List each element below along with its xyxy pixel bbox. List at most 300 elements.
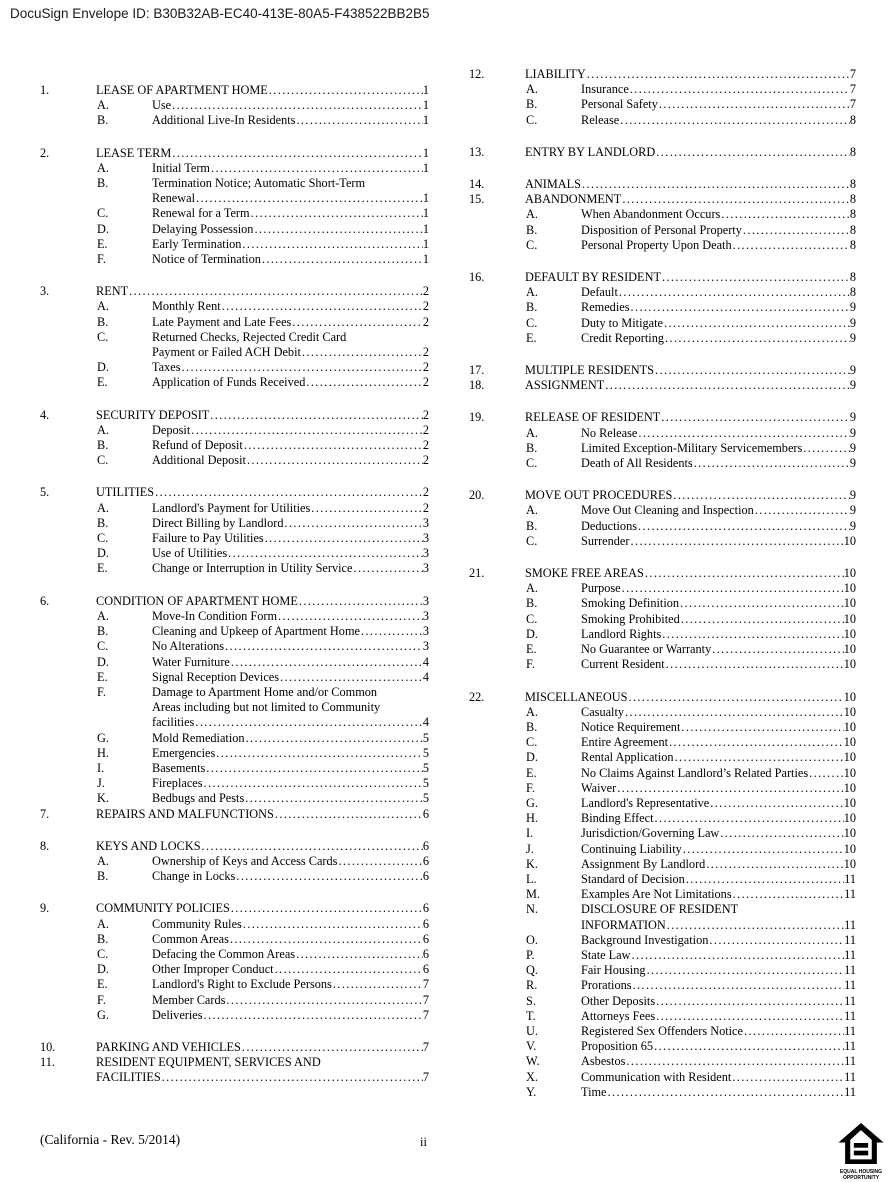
sub-title: Binding Effect <box>581 811 654 826</box>
toc-entry-row <box>40 901 429 916</box>
dot-leader <box>242 1040 423 1055</box>
page-number: 9 <box>849 363 856 378</box>
page-number: 6 <box>422 901 429 916</box>
section-title: MISCELLANEOUS <box>525 689 628 704</box>
sub-title: Deductions <box>581 518 638 533</box>
sub-title: Taxes <box>152 360 181 375</box>
toc-subentry <box>469 207 856 222</box>
sub-letter: W. <box>526 1054 540 1069</box>
toc-subentry-row <box>40 791 429 806</box>
toc-subentry <box>40 299 429 314</box>
sub-letter: U. <box>526 1023 538 1038</box>
toc-entry <box>469 270 856 285</box>
page-number: 10 <box>843 596 856 611</box>
sub-letter: C. <box>526 456 538 471</box>
page-number: 11 <box>844 917 856 932</box>
page-number: 6 <box>422 931 429 946</box>
section-title: FACILITIES <box>96 1070 161 1085</box>
dot-leader <box>744 1024 844 1039</box>
toc-subentry-row <box>469 1070 856 1085</box>
section-number: 17. <box>469 363 485 378</box>
toc-entry <box>40 1055 429 1085</box>
toc-subentry-row <box>40 222 429 237</box>
dot-leader <box>755 503 850 518</box>
sub-title: Surrender <box>581 533 630 548</box>
dot-leader <box>195 715 423 730</box>
toc-subentry-row <box>469 612 856 627</box>
toc-subentry <box>469 705 856 720</box>
toc-subentry <box>469 750 856 765</box>
dot-leader <box>631 300 850 315</box>
toc-subentry <box>469 82 856 97</box>
dot-leader <box>681 612 844 627</box>
toc-section <box>469 145 856 160</box>
sub-letter: L. <box>526 871 537 886</box>
dot-leader <box>617 781 844 796</box>
toc-entry <box>40 408 429 423</box>
toc-subentry-row <box>40 299 429 314</box>
toc-entry-row <box>469 410 856 425</box>
toc-subentry <box>40 360 429 375</box>
section-number: 21. <box>469 566 485 581</box>
section-number: 2. <box>40 145 50 160</box>
dot-leader <box>661 410 850 425</box>
sub-title: Current Resident <box>581 657 665 672</box>
toc-subentry-row <box>40 453 429 468</box>
sub-title: Duty to Mitigate <box>581 315 663 330</box>
section-title: ENTRY BY LANDLORD <box>525 144 656 159</box>
toc-entry-row <box>469 488 856 503</box>
sub-letter: B. <box>526 518 538 533</box>
page-number: 8 <box>849 177 856 192</box>
section-number: 20. <box>469 488 485 503</box>
dot-leader <box>196 191 423 206</box>
sub-letter: Q. <box>526 963 538 978</box>
toc-subentry <box>469 519 856 534</box>
page-number: 8 <box>849 144 856 159</box>
toc-subentry-row <box>40 993 429 1008</box>
toc-subentry <box>469 842 856 857</box>
dot-leader <box>683 842 844 857</box>
dot-leader <box>631 534 844 549</box>
sub-title: Mold Remediation <box>152 730 245 745</box>
toc-subentry-row <box>40 345 429 360</box>
toc-section <box>40 1040 429 1055</box>
toc-subentry <box>469 97 856 112</box>
toc-entry <box>469 145 856 160</box>
toc-subentry <box>469 857 856 872</box>
sub-title: Move Out Cleaning and Inspection <box>581 503 754 518</box>
sub-title: Time <box>581 1084 607 1099</box>
dot-leader <box>655 811 844 826</box>
toc-subentry <box>469 963 856 978</box>
page-number: 7 <box>422 1039 429 1054</box>
sub-letter: B. <box>97 515 109 530</box>
toc-subentry <box>469 766 856 781</box>
toc-subentry <box>40 776 429 791</box>
dot-leader <box>296 947 423 962</box>
page-number: 3 <box>422 593 429 608</box>
toc-subentry <box>469 642 856 657</box>
dot-leader <box>292 315 423 330</box>
toc-subentry <box>40 639 429 654</box>
toc-subentry-row <box>469 1039 856 1054</box>
sub-title: Payment or Failed ACH Debit <box>152 345 301 360</box>
toc-entry <box>469 192 856 207</box>
dot-leader <box>587 67 850 82</box>
sub-title: Other Improper Conduct <box>152 962 274 977</box>
toc-subentry <box>469 1039 856 1054</box>
page-number: 10 <box>843 811 856 826</box>
dot-leader <box>206 761 423 776</box>
toc-subentry <box>469 720 856 735</box>
page-number: 2 <box>422 485 429 500</box>
dot-leader <box>666 657 844 672</box>
toc-section <box>469 378 856 393</box>
toc-subentry <box>40 685 429 731</box>
page-number: 2 <box>422 407 429 422</box>
dot-leader <box>647 963 845 978</box>
toc-subentry-row <box>40 715 429 730</box>
toc-subentry-row <box>40 761 429 776</box>
toc-section <box>40 594 429 807</box>
toc-subentry <box>469 581 856 596</box>
sub-title: Notice of Termination <box>152 252 261 267</box>
sub-letter: A. <box>97 916 109 931</box>
toc-entry <box>40 901 429 916</box>
sub-letter: A. <box>97 98 109 113</box>
dot-leader <box>709 933 844 948</box>
sub-title: Limited Exception-Military Servicemembers <box>581 440 803 455</box>
sub-title: Monthly Rent <box>152 299 221 314</box>
toc-subentry <box>40 962 429 977</box>
toc-subentry-row <box>40 252 429 267</box>
page-number: 6 <box>422 916 429 931</box>
dot-leader <box>659 97 850 112</box>
toc-column-left <box>40 83 429 1086</box>
sub-letter: E. <box>97 375 108 390</box>
sub-letter: A. <box>97 500 109 515</box>
toc-subentry <box>40 791 429 806</box>
sub-letter: D. <box>526 626 538 641</box>
sub-title: Other Deposits <box>581 993 656 1008</box>
dot-leader <box>608 1085 845 1100</box>
toc-subentry <box>40 438 429 453</box>
page-number: 4 <box>422 715 429 730</box>
page-number: 2 <box>422 438 429 453</box>
sub-letter: C. <box>97 639 109 654</box>
sub-title: Signal Reception Devices <box>152 669 280 684</box>
toc-subentry-row <box>469 1054 856 1069</box>
toc-subentry-row <box>40 685 429 700</box>
sub-title: Continuing Liability <box>581 841 682 856</box>
toc-subentry <box>469 1024 856 1039</box>
toc-subentry-row <box>40 854 429 869</box>
dot-leader <box>182 360 423 375</box>
sub-letter: D. <box>97 360 109 375</box>
page-number: 9 <box>849 456 856 471</box>
toc-subentry-row <box>40 206 429 221</box>
dot-leader <box>211 161 423 176</box>
sub-title: Deposit <box>152 422 191 437</box>
dot-leader <box>803 441 850 456</box>
sub-title: Credit Reporting <box>581 330 664 345</box>
toc-section <box>469 192 856 253</box>
page-number: 5 <box>422 760 429 775</box>
toc-section <box>40 408 429 469</box>
toc-subentry <box>469 534 856 549</box>
sub-title: Rental Application <box>581 750 674 765</box>
sub-title: Communication with Resident <box>581 1069 732 1084</box>
sub-title: No Claims Against Landlord’s Related Parties <box>581 765 809 780</box>
dot-leader <box>284 516 422 531</box>
page-number: 10 <box>843 765 856 780</box>
sub-letter: M. <box>526 887 541 902</box>
section-number: 13. <box>469 144 485 159</box>
sub-letter: G. <box>97 730 109 745</box>
page-number: 7 <box>849 67 856 81</box>
sub-title: Basements <box>152 760 206 775</box>
section-title: REPAIRS AND MALFUNCTIONS <box>96 806 274 821</box>
toc-subentry-row <box>469 426 856 441</box>
toc-entry <box>469 363 856 378</box>
sub-letter: C. <box>526 112 538 127</box>
toc-section <box>40 146 429 268</box>
sub-letter: B. <box>526 300 538 315</box>
sub-letter: G. <box>97 1007 109 1022</box>
dot-leader <box>296 113 422 128</box>
toc-entry <box>469 177 856 192</box>
page-number: 7 <box>422 992 429 1007</box>
toc-section <box>469 177 856 192</box>
sub-title: Late Payment and Late Fees <box>152 314 292 329</box>
toc-subentry-row <box>469 238 856 253</box>
sub-letter: Y. <box>526 1084 537 1099</box>
page-number: 1 <box>422 236 429 251</box>
sub-title: Fair Housing <box>581 963 646 978</box>
toc-subentry-row <box>40 624 429 639</box>
section-title: UTILITIES <box>96 485 155 500</box>
sub-letter: A. <box>526 581 538 596</box>
page-number: 1 <box>422 191 429 206</box>
sub-letter: H. <box>526 811 538 826</box>
toc-subentry-row <box>40 609 429 624</box>
dot-leader <box>155 485 423 500</box>
sub-title: Disposition of Personal Property <box>581 222 742 237</box>
toc-subentry <box>40 993 429 1008</box>
sub-title: Use <box>152 98 172 113</box>
toc-subentry <box>469 1070 856 1085</box>
toc-entry-row <box>40 284 429 299</box>
dot-leader <box>204 776 423 791</box>
dot-leader <box>244 438 423 453</box>
page-number: 11 <box>844 1023 856 1038</box>
dot-leader <box>669 735 844 750</box>
page-number: 10 <box>843 642 856 657</box>
page-number: 10 <box>843 611 856 626</box>
dot-leader <box>706 857 843 872</box>
section-title: LEASE TERM <box>96 145 172 160</box>
toc-subentry-row <box>469 720 856 735</box>
sub-letter: I. <box>526 826 534 841</box>
toc-subentry <box>469 735 856 750</box>
dot-leader <box>231 655 423 670</box>
sub-letter: A. <box>97 608 109 623</box>
toc-subentry-row <box>40 947 429 962</box>
sub-letter: C. <box>526 735 538 750</box>
section-title: CONDITION OF APARTMENT HOME <box>96 593 298 608</box>
dot-leader <box>638 519 850 534</box>
toc-section <box>469 363 856 378</box>
sub-title: Initial Term <box>152 160 210 175</box>
section-title: KEYS AND LOCKS <box>96 838 201 853</box>
toc-subentry-row <box>40 655 429 670</box>
sub-letter: F. <box>97 252 106 267</box>
toc-subentry <box>40 609 429 624</box>
page-number: 1 <box>422 98 429 113</box>
toc-section <box>469 566 856 672</box>
toc-subentry-row <box>469 534 856 549</box>
sub-title: Early Termination <box>152 236 242 251</box>
toc-subentry-row <box>469 441 856 456</box>
sub-title: Member Cards <box>152 992 226 1007</box>
dot-leader <box>162 1070 423 1085</box>
toc-subentry <box>40 761 429 776</box>
toc-subentry-row <box>469 842 856 857</box>
toc-subentry-row <box>40 516 429 531</box>
toc-subentry-row <box>469 331 856 346</box>
sub-title: Attorneys Fees <box>581 1008 656 1023</box>
section-title: COMMUNITY POLICIES <box>96 901 230 916</box>
toc-section <box>40 807 429 822</box>
page-number: 10 <box>843 533 856 548</box>
sub-title: Refund of Deposit <box>152 438 243 453</box>
sub-title: Landlord's Right to Exclude Persons <box>152 977 332 992</box>
page-number: 3 <box>422 546 429 561</box>
sub-letter: E. <box>97 669 108 684</box>
sub-title: Proposition 65 <box>581 1039 654 1054</box>
section-number: 12. <box>469 67 485 81</box>
section-number: 22. <box>469 689 485 704</box>
toc-subentry-row <box>469 826 856 841</box>
toc-entry-row <box>40 807 429 822</box>
toc-subentry-row <box>40 98 429 113</box>
sub-letter: B. <box>97 438 109 453</box>
toc-subentry <box>469 113 856 128</box>
sub-title: Failure to Pay Utilities <box>152 531 264 546</box>
sub-letter: A. <box>97 422 109 437</box>
toc-subentry-row <box>469 316 856 331</box>
sub-letter: B. <box>526 97 538 112</box>
dot-leader <box>673 488 849 503</box>
dot-leader <box>720 826 843 841</box>
page-number: 11 <box>844 963 856 978</box>
toc-subentry-row <box>469 642 856 657</box>
sub-letter: A. <box>97 299 109 314</box>
toc-subentry-row <box>469 285 856 300</box>
page-number: 9 <box>849 488 856 503</box>
page-number: 2 <box>422 360 429 375</box>
toc-subentry <box>469 1054 856 1069</box>
dot-leader <box>191 423 423 438</box>
toc-subentry <box>469 441 856 456</box>
section-number: 10. <box>40 1039 56 1054</box>
page-number: 5 <box>422 745 429 760</box>
page-number: 10 <box>843 689 856 704</box>
section-title: SMOKE FREE AREAS <box>525 566 644 581</box>
sub-title: Prorations <box>581 978 632 993</box>
page-number: 11 <box>844 993 856 1008</box>
toc-entry-row <box>40 1055 429 1070</box>
toc-entry <box>469 488 856 503</box>
toc-subentry-row <box>469 519 856 534</box>
toc-subentry <box>40 423 429 438</box>
section-title: LEASE OF APARTMENT HOME <box>96 83 268 97</box>
toc-subentry-row <box>469 596 856 611</box>
sub-letter: D. <box>526 750 538 765</box>
dot-leader <box>311 501 423 516</box>
toc-subentry-row <box>40 670 429 685</box>
page-number: 7 <box>422 977 429 992</box>
sub-title: Termination Notice; Automatic Short-Term <box>152 176 366 191</box>
toc-entry-row <box>469 177 856 192</box>
section-number: 1. <box>40 83 50 97</box>
page-number: 2 <box>422 314 429 329</box>
toc-subentry <box>40 917 429 932</box>
sub-letter: B. <box>97 624 109 639</box>
page-number: 10 <box>843 657 856 672</box>
page-number: 11 <box>844 887 856 902</box>
sub-title: Bedbugs and Pests <box>152 791 245 806</box>
toc-subentry-row <box>469 781 856 796</box>
page-number: 9 <box>849 518 856 533</box>
section-number: 19. <box>469 410 485 425</box>
dot-leader <box>236 869 423 884</box>
sub-letter: F. <box>526 780 535 795</box>
toc-subentry-row <box>40 531 429 546</box>
sub-letter: D. <box>97 546 109 561</box>
equal-housing-caption-line1: EQUAL HOUSING <box>839 1169 883 1175</box>
toc-subentry-row <box>40 360 429 375</box>
page-number: 7 <box>422 1007 429 1022</box>
toc-subentry <box>40 330 429 360</box>
toc-subentry <box>40 561 429 576</box>
sub-letter: B. <box>97 176 109 191</box>
toc-subentry-row <box>469 657 856 672</box>
dot-leader <box>216 746 423 761</box>
section-title: RESIDENT EQUIPMENT, SERVICES AND <box>96 1055 321 1070</box>
section-title: ASSIGNMENT <box>525 378 605 393</box>
toc-subentry-row <box>40 869 429 884</box>
page-number: 9 <box>849 330 856 345</box>
page-number: 10 <box>843 780 856 795</box>
toc-subentry-row <box>469 948 856 963</box>
sub-letter: A. <box>526 704 538 719</box>
page-number: 3 <box>422 624 429 639</box>
toc-entry-row <box>469 566 856 581</box>
toc-entry-row <box>40 485 429 500</box>
dot-leader <box>732 1070 844 1085</box>
section-number: 7. <box>40 806 50 821</box>
toc-subentry <box>469 223 856 238</box>
sub-title: Change in Locks <box>152 869 236 884</box>
toc-subentry <box>40 947 429 962</box>
dot-leader <box>202 839 423 854</box>
toc-subentry-row <box>469 918 856 933</box>
toc-subentry-row <box>40 176 429 191</box>
toc-subentry-row <box>40 191 429 206</box>
toc-subentry-row <box>469 300 856 315</box>
